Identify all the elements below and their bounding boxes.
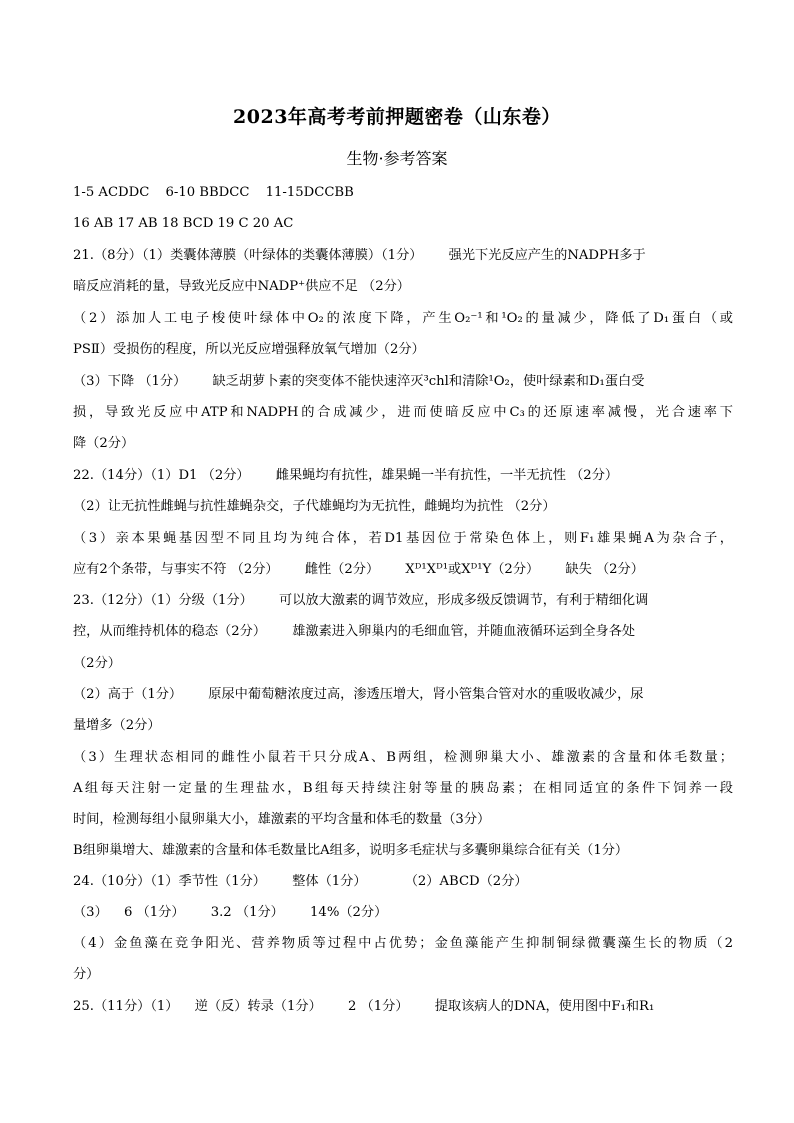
q21-answer-line-4: PSⅡ）受损伤的程度，所以光反应增强释放氧气增加（2分） <box>73 342 425 357</box>
q23-answer-line-1 <box>73 591 733 611</box>
choice-group-1-5: 1-5 ACDDC <box>73 185 150 200</box>
q22-answer-line-4 <box>73 560 733 580</box>
q23-heading: 23.（12分）（1）分级（1分） <box>73 593 253 608</box>
q25-part1-a: 逆（反）转录（1分） <box>194 999 322 1014</box>
choice-group-11-15: 11-15DCCBB <box>265 185 354 200</box>
q24-part3-label: （3） <box>73 905 108 920</box>
q22-part3-mutation: 缺失 （2分） <box>565 562 644 577</box>
q21-answer-line-6: 损，导致光反应中ATP和NADPH的合成减少，进而使暗反应中C₃的还原速率减慢，光合速率下 <box>73 405 733 420</box>
q23-part2-reason: 原尿中葡萄糖浓度过高，渗透压增大，肾小管集合管对水的重吸收减少，尿 <box>208 687 644 702</box>
q21-answer-line-1 <box>73 246 733 266</box>
q24-answer-line-4: 分） <box>73 967 100 982</box>
q25-answer-line-1 <box>73 997 733 1017</box>
q23-answer-line-6: （3）生理状态相同的雌性小鼠若干只分成A、B两组，检测卵巢大小、雄激素的含量和体毛数量； <box>73 750 733 765</box>
q21-answer-line-5 <box>73 372 733 392</box>
q21-part3-answer: （3）下降 （1分） <box>73 374 187 389</box>
q23-answer-line-5: 量增多（2分） <box>73 718 161 733</box>
choice-group-6-10: 6-10 BBDCC <box>165 185 250 200</box>
q23-answer-line-4 <box>73 685 733 705</box>
q22-part3-sex: 雌性（2分） <box>304 562 380 577</box>
q24-answer-line-3: （4）金鱼藻在竞争阳光、营养物质等过程中占优势；金鱼藻能产生抑制铜绿微囊藻生长的物质（2 <box>73 936 733 951</box>
q21-answer-line-7: 降（2分） <box>73 436 135 451</box>
q22-part3-genotype: Xᴰ¹Xᴰ¹或Xᴰ¹Y（2分） <box>405 562 540 577</box>
q24-part2: （2）ABCD（2分） <box>404 874 528 889</box>
q23-answer-line-2 <box>73 622 733 642</box>
q21-part3-reason: 缺乏胡萝卜素的突变体不能快速淬灭³chl和清除¹O₂，使叶绿素和D₁蛋白受 <box>212 374 645 389</box>
q21-answer-line-3: （2）添加人工电子梭使叶绿体中O₂的浓度下降，产生O₂⁻¹和¹O₂的量减少，降低了D₁蛋白（或 <box>73 311 733 326</box>
q22-answer-line-2: （2）让无抗性雌蝇与抗性雄蝇杂交，子代雄蝇均为无抗性，雌蝇均为抗性 （2分） <box>73 499 556 514</box>
q21-part1-reason: 强光下光反应产生的NADPH多于 <box>448 248 646 263</box>
choice-answers-row-2: 16 AB 17 AB 18 BCD 19 C 20 AC <box>73 216 294 231</box>
page-subtitle: 生物·参考答案 <box>346 149 448 168</box>
q25-part2: 提取该病人的DNA，使用图中F₁和R₁ <box>434 999 655 1014</box>
q23-answer-line-7: A组每天注射一定量的生理盐水，B组每天持续注射等量的胰岛素；在相同适宜的条件下饲养一段 <box>73 781 733 796</box>
q24-answer-line-2 <box>73 903 733 923</box>
q23-answer-line-8: 时间，检测每组小鼠卵巢大小，雄激素的平均含量和体毛的数量（3分） <box>73 812 491 827</box>
q23-part1-transport: 雄激素进入卵巢内的毛细血管，并随血液循环运到全身各处 <box>292 624 636 639</box>
q21-heading: 21.（8分）（1）类囊体薄膜（叶绿体的类囊体薄膜）（1分） <box>73 248 423 263</box>
q25-part1-b: 2 （1分） <box>347 999 409 1014</box>
q22-answer-line-3: （3）亲本果蝇基因型不同且均为纯合体，若D1基因位于常染色体上，则F₁雄果蝇A为杂合子， <box>73 531 733 546</box>
q25-heading: 25.（11分）（1） <box>73 999 179 1014</box>
q23-part2-answer: （2）高于（1分） <box>73 687 183 702</box>
q23-answer-line-3: （2分） <box>73 656 121 671</box>
q22-answer-line-1 <box>73 466 733 486</box>
q21-answer-line-2: 暗反应消耗的量，导致光反应中NADP⁺供应不足 （2分） <box>73 279 410 294</box>
q24-heading: 24.（10分）（1）季节性（1分） <box>73 874 266 889</box>
q24-part1-b: 整体（1分） <box>292 874 367 889</box>
q24-part3-b: 3.2 （1分） <box>210 905 284 920</box>
q23-part1-reason: 可以放大激素的调节效应，形成多级反馈调节，有利于精细化调 <box>279 593 649 608</box>
q23-part1-reason-cont: 控，从而维持机体的稳态（2分） <box>73 624 267 639</box>
choice-answers-row-1 <box>73 183 733 203</box>
q22-part1-reason: 雌果蝇均有抗性，雄果蝇一半有抗性，一半无抗性 （2分） <box>275 468 619 483</box>
page-title: 2023年高考考前押题密卷（山东卷） <box>233 106 561 128</box>
q22-heading: 22.（14分）（1）D1 （2分） <box>73 468 250 483</box>
q23-answer-line-9: B组卵巢增大、雄激素的含量和体毛数量比A组多，说明多毛症状与多囊卵巢综合征有关（1分） <box>73 843 629 858</box>
q22-part3-reason: 应有2个条带，与事实不符 （2分） <box>73 562 279 577</box>
q24-answer-line-1 <box>73 872 733 892</box>
q24-part3-a: 6 （1分） <box>123 905 185 920</box>
q24-part3-c: 14%（2分） <box>310 905 388 920</box>
